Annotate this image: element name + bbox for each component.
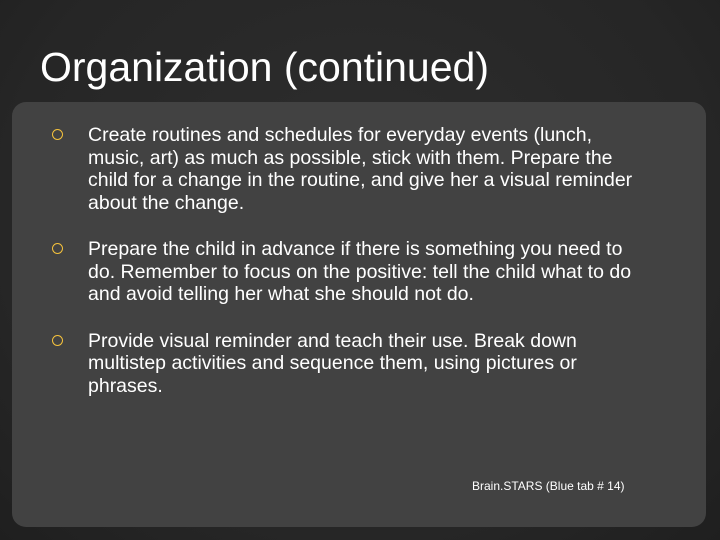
slide-title: Organization (continued) [40, 44, 489, 90]
source-note: Brain.STARS (Blue tab # 14) [472, 479, 625, 493]
hollow-circle-bullet-icon [52, 129, 63, 140]
hollow-circle-bullet-icon [52, 243, 63, 254]
bullet-item-routines [52, 124, 652, 214]
bullet-text: Prepare the child in advance if there is something you need to do. Remember to focus on the positive: tell the child what to do and avoid telling her what she should not do. [88, 238, 632, 305]
bullet-text: Provide visual reminder and teach their use. Break down multistep activities and sequence them, using pictures or phrases. [88, 329, 577, 397]
bullet-text: Create routines and schedules for everyday events (lunch, music, art) as much as possible, stick with them. Prepare the child for a change in the routine, and give her a visual reminder about the change. [88, 124, 633, 214]
bullet-item-prepare [52, 238, 652, 306]
bullet-list [52, 124, 652, 421]
bullet-item-visual-reminder [52, 330, 652, 398]
hollow-circle-bullet-icon [52, 335, 63, 346]
